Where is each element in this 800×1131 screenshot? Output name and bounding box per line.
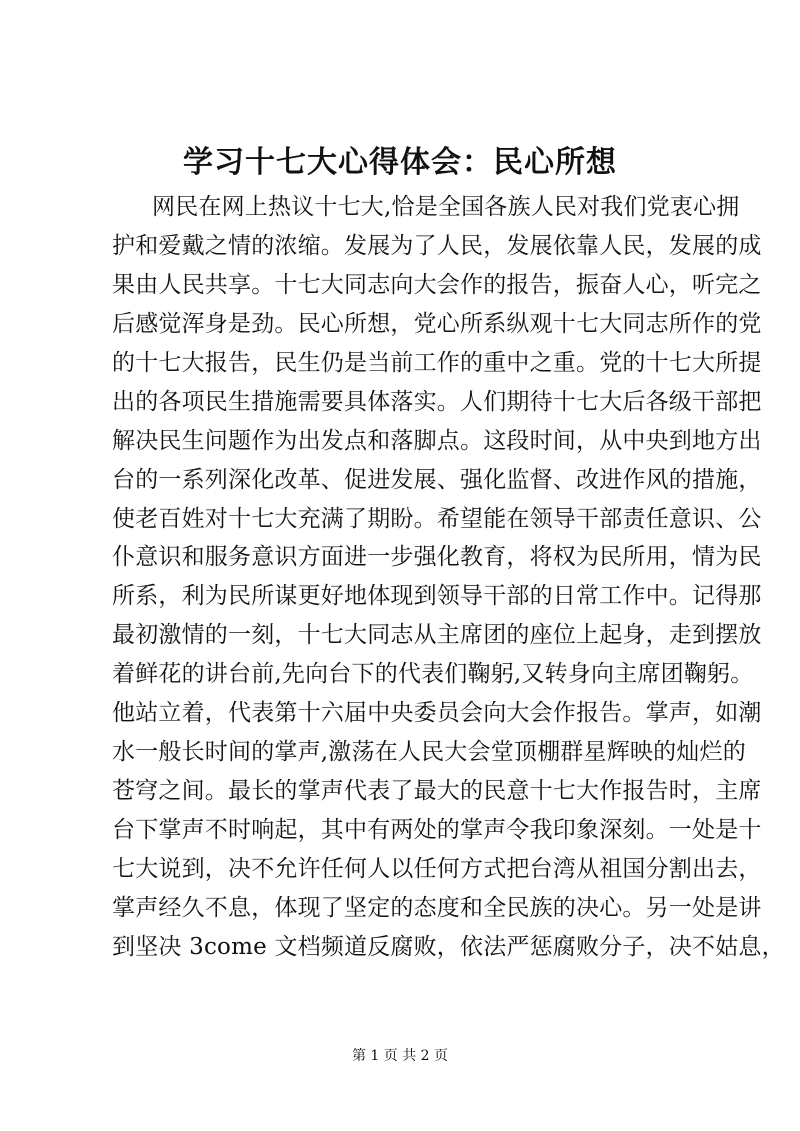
page-footer: 第 1 页 共 2 页	[351, 1048, 449, 1064]
body-line: 使老百姓对十七大充满了期盼。希望能在领导干部责任意识、公	[112, 505, 762, 532]
body-line: 着鲜花的讲台前,先向台下的代表们鞠躬,又转身向主席团鞠躬。	[112, 661, 754, 688]
body-line: 仆意识和服务意识方面进一步强化教育，将权为民所用，情为民	[112, 544, 762, 571]
body-line: 所系，利为民所谋更好地体现到领导干部的日常工作中。记得那	[112, 583, 762, 610]
body-line: 最初激情的一刻，十七大同志从主席团的座位上起身，走到摆放	[112, 622, 762, 649]
document-title: 学习十七大心得体会：民心所想	[183, 145, 617, 180]
body-line: 到坚决 3come 文档频道反腐败，依法严惩腐败分子，决不姑息，	[112, 933, 785, 960]
body-line: 果由人民共享。十七大同志向大会作的报告，振奋人心，听完之	[112, 271, 762, 298]
body-line: 解决民生问题作为出发点和落脚点。这段时间，从中央到地方出	[112, 427, 762, 454]
body-line: 网民在网上热议十七大,恰是全国各族人民对我们党衷心拥	[152, 194, 740, 220]
body-line: 后感觉浑身是劲。民心所想，党心所系纵观十七大同志所作的党	[112, 310, 762, 337]
body-line: 水一般长时间的掌声,激荡在人民大会堂顶棚群星辉映的灿烂的	[112, 739, 746, 766]
body-line: 护和爱戴之情的浓缩。发展为了人民，发展依靠人民，发展的成	[112, 232, 762, 259]
body-line: 台下掌声不时响起，其中有两处的掌声令我印象深刻。一处是十	[112, 817, 762, 843]
body-line: 他站立着，代表第十六届中央委员会向大会作报告。掌声，如潮	[112, 700, 762, 727]
body-line: 掌声经久不息，体现了坚定的态度和全民族的决心。另一处是讲	[112, 894, 762, 921]
body-line: 出的各项民生措施需要具体落实。人们期待十七大后各级干部把	[112, 388, 762, 415]
body-line: 七大说到，决不允许任何人以任何方式把台湾从祖国分割出去，	[112, 855, 762, 882]
body-line: 台的一系列深化改革、促进发展、强化监督、改进作风的措施，	[112, 466, 762, 493]
document-body	[112, 188, 785, 967]
body-line: 的十七大报告，民生仍是当前工作的重中之重。党的十七大所提	[112, 349, 762, 376]
body-line: 苍穹之间。最长的掌声代表了最大的民意十七大作报告时，主席	[112, 778, 762, 805]
